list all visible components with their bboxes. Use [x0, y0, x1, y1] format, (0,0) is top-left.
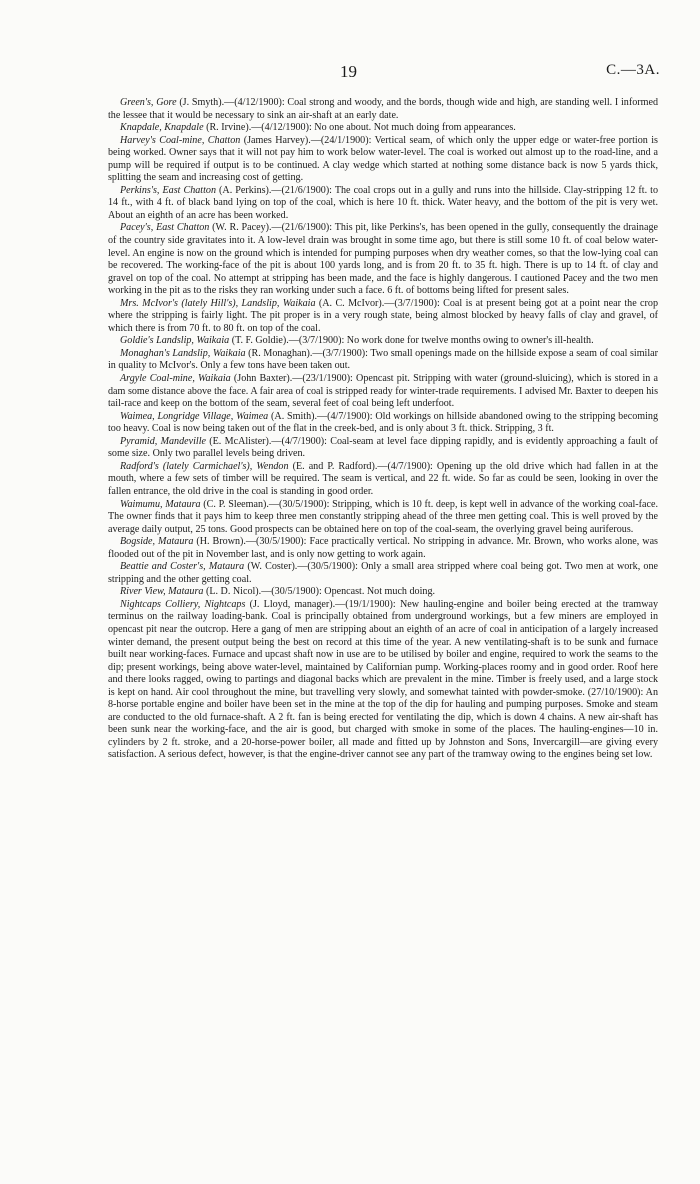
mine-entry — [108, 298, 658, 336]
mine-entry — [108, 536, 658, 561]
page-number: 19 — [340, 62, 357, 81]
mine-entry — [108, 561, 658, 586]
mine-entry — [108, 461, 658, 499]
mine-entry — [108, 97, 658, 122]
mine-entry-title: Knapdale, Knapdale — [120, 122, 204, 134]
mine-entry-title: Beattie and Coster's, Mataura — [120, 561, 245, 573]
mine-entry-title: Mrs. McIvor's (lately Hill's), Landslip, Waikaia — [120, 297, 316, 309]
mine-entry-text: (John Baxter).—(23/1/1900): Opencast pit. Stripping with water (ground-sluicing), which is stored in a dam some distance above the face. A fair area of coal is stripped ready for winter-trade requirements. I advised Mr. Baxter to deepen his tail-race and keep on the bottom of the seam, several feet of coal being left underfoot. — [108, 373, 658, 410]
mine-entry — [108, 373, 658, 411]
mine-entry-title: Radford's (lately Carmichael's), Wendon — [120, 460, 289, 472]
mine-entry-text: (J. Lloyd, manager).—(19/1/1900): New hauling-engine and boiler being erected at the tramway terminus on the railway loading-bank. Coal is principally obtained from underground workings, but a few miners are employed in opencast pit near the outcrop. Here a gang of men are stripping about an eighth of an acre of coal in anticipation of a largely increased winter demand, the present output being the best on record at this time of the year. A new ventilating-shaft is to be sunk and furnace built near working-faces. Furnace and upcast shaft now in use are to be utilised by boiler and engine, required to work the seams to the dip; present workings, being above water-level, maintained by Californian pump. Working-places roomy and in good order. Roof here and there looks ragged, owing to partings and diagonal backs which are prevalent in the mine. Timber is freely used, and a large stock is kept on hand. Air cool throughout the mine, but travelling very slowly, and somewhat tainted with powder-smoke. (27/10/1900): An 8-horse portable engine and boiler have been set in the mine at the top of the dip for hauling and pumping purposes. Smoke and steam are conducted to the old furnace-shaft. A 2 ft. fan is being erected for ventilating the dip, which is down 4 chains. A new air-shaft has been sunk near the working-face, and the air is good, but charged with smoke in some of the places. The hauling-engines—10 in. cylinders by 2 ft. stroke, and a 20-horse-power boiler, all made and fitted up by Johnston and Sons, Invercargill—are giving every satisfaction. A serious defect, however, is that the engine-driver cannot see any part of the tramway owing to the engines being set low. — [108, 598, 659, 761]
mine-entry — [108, 185, 658, 223]
mine-entry-title: Bogside, Mataura — [120, 536, 194, 548]
mine-entry-title: Monaghan's Landslip, Waikaia — [120, 347, 246, 359]
document-reference: C.—3A. — [606, 62, 660, 78]
mine-entry-text: (James Harvey).—(24/1/1900): Vertical seam, of which only the upper edge or water-free portion is being worked. Owner says that it will not pay him to work below water-level. The coal is worked out almost up to the road-line, and a pump will be required if output is to be continued. A clay wedge which started at nothing some distance back is now 5 yards thick, splitting the seam and increasing cost of getting. — [108, 134, 658, 184]
mine-entry — [108, 411, 658, 436]
mine-entry-text: (A. Perkins).—(21/6/1900): The coal crops out in a gully and runs into the hillside. Clay-stripping 12 ft. to 14 ft., with 4 ft. of black band lying on top of the coal, which is here 10 ft. thick. Water heavy, and the bottom of the pit is very wet. About an eighth of an acre has been worked. — [108, 184, 658, 221]
mine-entry-text: (C. P. Sleeman).—(30/5/1900): Stripping, which is 10 ft. deep, is kept well in advance of the working coal-face. The owner finds that it pays him to keep three men constantly stripping ahead of the three men getting coal. This is well proved by the average daily output, 25 tons. Good prospects can be obtained here on top of the coal-seam, the overlying gravel being auriferous. — [108, 498, 658, 535]
mine-entry-text: (J. Smyth).—(4/12/1900): Coal strong and woody, and the bords, though wide and high, are standing well. I informed the lessee that it would be necessary to sink an air-shaft at an early date. — [108, 97, 659, 121]
mine-entry-title: Harvey's Coal-mine, Chatton — [120, 134, 241, 146]
mine-entry-title: Waimea, Longridge Village, Waimea — [120, 410, 269, 422]
mine-entry-text: (W. R. Pacey).—(21/6/1900): This pit, like Perkins's, has been opened in the gully, consequently the drainage of the country side gravitates into it. A low-level drain was brought in some time ago, but there is still some 10 ft. of coal below water-level. An engine is now on the ground which is intended for pumping purposes when dry weather comes, so that the low-lying coal can be recovered. The working-face of the pit is about 100 yards long, and is from 20 ft. to 35 ft. high. There is up to 14 ft. of clay and gravel on top of the coal. No attempt at stripping has been made, and the face is highly dangerous. I cautioned Pacey and the two men working in the pit as to the risks they ran working under such a face. 6 ft. of bottoms being lifted for present sales. — [108, 222, 658, 297]
mine-entry-text: (L. D. Nicol).—(30/5/1900): Opencast. Not much doing. — [203, 586, 436, 598]
mine-entry-title: Argyle Coal-mine, Waikaia — [120, 373, 231, 385]
mine-entry-title: Perkins's, East Chatton — [120, 184, 216, 196]
mine-entry-text: (E. McAlister).—(4/7/1900): Coal-seam at level face dipping rapidly, and is evidently approaching a fault of some size. Only two parallel levels being driven. — [108, 435, 658, 460]
mine-entry-title: Pyramid, Mandeville — [120, 435, 206, 447]
mine-entry-title: River View, Mataura — [120, 586, 204, 598]
report-body — [108, 97, 658, 762]
mine-entry-title: Green's, Gore — [120, 97, 177, 108]
mine-entry — [108, 122, 658, 135]
mine-entry-text: (H. Brown).—(30/5/1900): Face practically vertical. No stripping in advance. Mr. Brown, who works alone, was flooded out of the pit in November last, and is only now getting to work again. — [108, 536, 658, 560]
mine-entry — [108, 499, 658, 537]
mine-entry — [108, 348, 658, 373]
mine-entry-title: Pacey's, East Chatton — [120, 222, 210, 234]
mine-entry — [108, 586, 658, 599]
page-header — [0, 62, 700, 84]
mine-entry-title: Nightcaps Colliery, Nightcaps — [120, 598, 246, 610]
mine-entry-text: (A. Smith).—(4/7/1900): Old workings on hillside abandoned owing to the stripping becoming too heavy. Coal is now being taken out of the flat in the creek-bed, and is only about 3 ft. thick. Stripping, 3 ft. — [108, 410, 658, 435]
mine-entry — [108, 436, 658, 461]
mine-entry — [108, 135, 658, 185]
mine-entry-text: (R. Irvine).—(4/12/1900): No one about. Not much doing from appearances. — [203, 122, 516, 134]
mine-entry-text: (A. C. McIvor).—(3/7/1900): Coal is at present being got at a point near the crop where the stripping is fairly light. The pit proper is in a very rough state, being almost blocked by heavy falls of clay and gravel, of which there is from 70 ft. to 80 ft. on top of the coal. — [108, 297, 658, 334]
mine-entry — [108, 335, 658, 348]
mine-entry-text: (T. F. Goldie).—(3/7/1900): No work done for twelve months owing to owner's ill-health. — [229, 335, 594, 347]
mine-entry-title: Goldie's Landslip, Waikaia — [120, 335, 230, 347]
mine-entry-text: (R. Monaghan).—(3/7/1900): Two small openings made on the hillside expose a seam of coal similar in quality to McIvor's. Only a few tons have been taken out. — [108, 347, 658, 372]
mine-entry — [108, 599, 658, 762]
mine-entry-text: (W. Coster).—(30/5/1900): Only a small area stripped where coal being got. Two men at work, one stripping and the other getting coal. — [108, 561, 659, 585]
mine-entry-text: (E. and P. Radford).—(4/7/1900): Opening up the old drive which had fallen in at the mouth, where a few sets of timber will be required. The seam is vertical, and 22 ft. wide. So far as could be seen, looking in over the fallen entrance, the old drive in the coal is standing in good order. — [108, 460, 658, 497]
mine-entry — [108, 222, 658, 297]
mine-entry-title: Waimumu, Mataura — [120, 498, 201, 510]
